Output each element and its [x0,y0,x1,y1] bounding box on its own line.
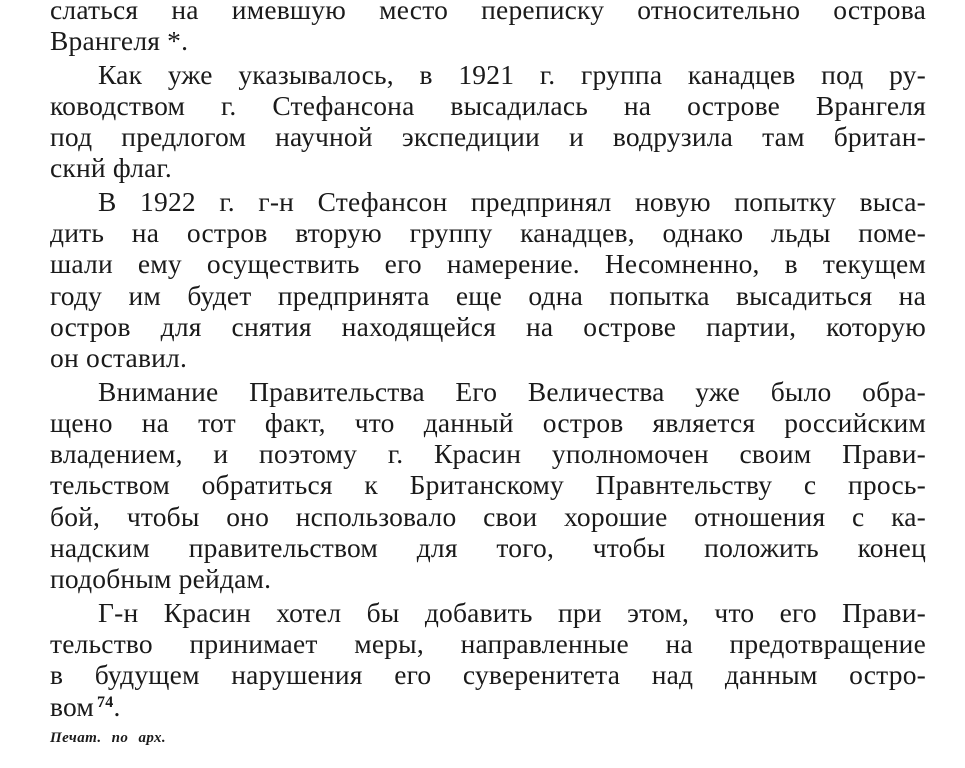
text-line: надским правительством для того, чтобы положить конец [50,532,926,564]
text-line: слаться на имевшую место переписку относительно острова [50,0,926,25]
text-line: дить на остров вторую группу канадцев, однако льды поме- [50,217,926,249]
text-line: остров для снятия находящейся на острове партии, которую [50,310,926,342]
text-line: шали ему осуществить его намерение. Несомненно, в текущем [50,248,926,280]
text-line: скнй флаг. [50,152,172,184]
text-line: он оставил. [50,342,188,374]
text-line: щено на тот факт, что данный остров является российским [50,406,926,438]
text-line-final [50,691,926,722]
text-line: в будущем нарушения его суверенитета над данным остро- [50,659,926,691]
source-note: Печат. по арх. [50,730,166,746]
text-line: бой, чтобы оно нспользовало свои хорошие отношения с ка- [50,500,926,532]
paragraph-5 [50,597,926,722]
sentence-end: . [113,690,121,722]
text-line: В 1922 г. г-н Стефансон предпринял новую попытку выса- [98,185,926,217]
text-line: тельство принимает меры, направленные на предотвращение [50,627,926,659]
paragraph-3 [50,186,926,374]
text-line: Г-н Красин хотел бы добавить при этом, что его Прави- [98,596,926,628]
text-line: под предлогом научной экспедиции и водрузила там британ- [50,121,926,153]
text-line: подобным рейдам. [50,563,272,595]
paragraph-1 [50,0,926,57]
text-line: ководством г. Стефансона высадилась на острове Врангеля [50,89,926,121]
text-fragment: вом [50,690,95,722]
paragraph-4 [50,376,926,595]
footnote-reference[interactable]: 74 [97,693,114,711]
text-line: тельством обратиться к Британскому Правнтельству с прось- [50,469,926,501]
document-body [50,0,926,722]
text-line: Внимание Правительства Его Величества уже было обра- [98,375,926,407]
text-line: году им будет предпринята еще одна попытка высадиться на [50,279,926,311]
text-line: Как уже указывалось, в 1921 г. группа канадцев под ру- [98,58,926,90]
paragraph-2 [50,59,926,184]
text-line: Врангеля *. [50,25,189,57]
text-line: владением, и поэтому г. Красин уполномочен своим Прави- [50,438,926,470]
